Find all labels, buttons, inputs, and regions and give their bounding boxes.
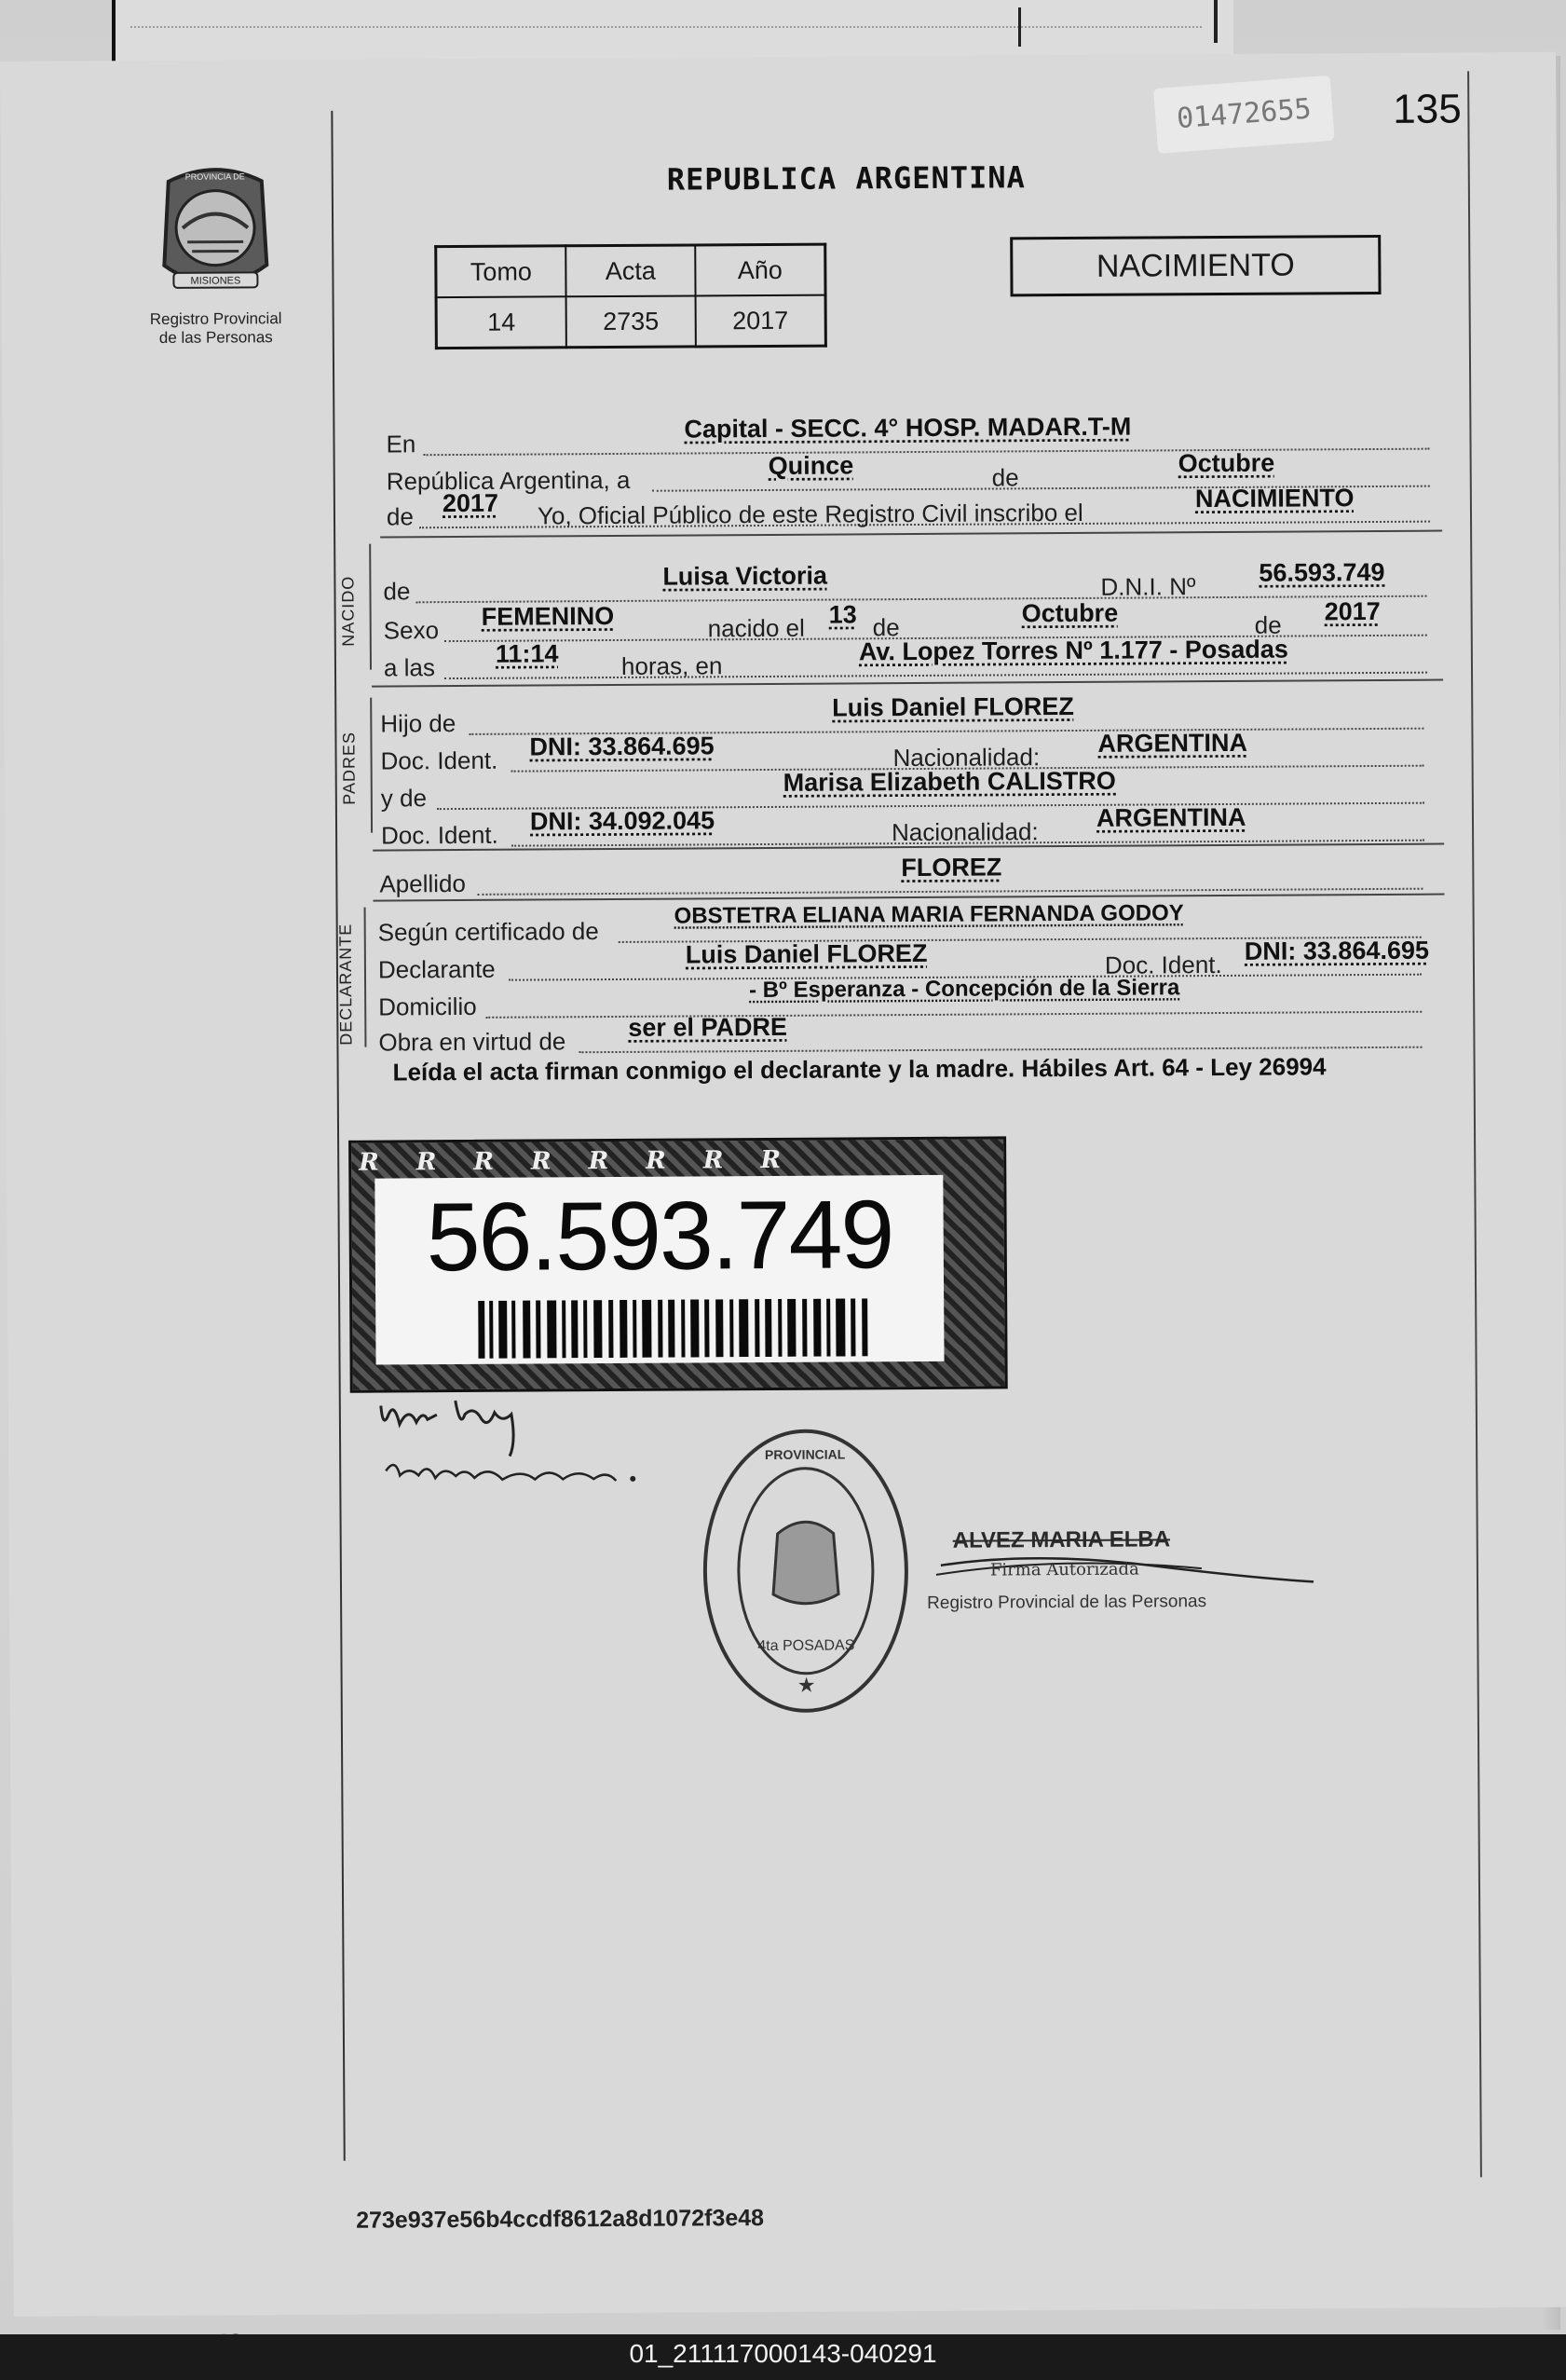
book-header-row	[436, 244, 825, 297]
right-margin-line	[1467, 71, 1482, 2177]
registry-seal-stamp	[698, 1421, 914, 1720]
domicilio-value: - Bº Esperanza - Concepción de la Sierra	[749, 975, 1180, 1004]
doc-ident-label: Doc. Ident.	[380, 820, 498, 850]
sexo-value: FEMENINO	[481, 601, 615, 631]
domicilio-label: Domicilio	[378, 992, 477, 1021]
tomo-value: 14	[436, 296, 566, 348]
en-label: En	[386, 430, 416, 458]
svg-text:4ta POSADAS: 4ta POSADAS	[757, 1637, 855, 1655]
de-label: de	[383, 577, 411, 606]
left-margin-line	[331, 111, 345, 2161]
de-label: de	[1254, 610, 1282, 639]
nacionalidad-label: Nacionalidad:	[892, 743, 1041, 773]
birth-time-value: 11:14	[495, 639, 559, 668]
row-time-place	[383, 635, 1437, 684]
year-value: 2017	[442, 488, 499, 518]
svg-text:★: ★	[797, 1673, 816, 1697]
acta-value: 2735	[566, 295, 696, 347]
svg-text:MISIONES: MISIONES	[190, 275, 241, 287]
declarante-section-label: DECLARANTE	[335, 923, 356, 1046]
officer-text: Yo, Oficial Público de este Registro Civil inscribo el	[537, 498, 1083, 530]
birth-month-value: Octubre	[1021, 598, 1119, 628]
certificado-value: OBSTETRA ELIANA MARIA FERNANDA GODOY	[674, 900, 1184, 929]
day-words-value: Quince	[768, 451, 854, 480]
birth-certificate-sheet	[0, 52, 1566, 2317]
month-value: Octubre	[1178, 448, 1275, 478]
doc-ident-label: Doc. Ident.	[380, 745, 498, 775]
document-type-box: NACIMIENTO	[1010, 235, 1381, 296]
sticker-dni-number: 56.593.749	[426, 1181, 893, 1293]
barcode-icon	[478, 1298, 869, 1359]
back-sheet-dotted-line	[130, 26, 1202, 28]
officer-title: Firma Autorizada	[989, 1559, 1139, 1580]
stamped-serial-number: 01472655	[1153, 75, 1335, 154]
birth-place-value: Av. Lopez Torres Nº 1.177 - Posadas	[858, 635, 1289, 666]
sticker-label	[374, 1175, 944, 1365]
handwritten-signatures	[372, 1385, 708, 1508]
svg-text:PROVINCIA DE: PROVINCIA DE	[184, 171, 245, 182]
document-hash: 273e937e56b4ccdf8612a8d1072f3e48	[356, 2205, 765, 2234]
provincial-crest-icon	[150, 162, 281, 303]
sexo-label: Sexo	[383, 616, 440, 645]
a-las-label: a las	[383, 653, 435, 682]
nacido-section-label: NACIDO	[338, 575, 358, 647]
doc-ident-label: Doc. Ident.	[1104, 951, 1222, 979]
de-label: de	[991, 463, 1019, 492]
certificado-label: Según certificado de	[377, 917, 599, 947]
father-name-value: Luis Daniel FLOREZ	[832, 691, 1074, 722]
sticker-r-marks: RRRRRRRR	[359, 1145, 819, 1177]
obra-label: Obra en virtud de	[378, 1027, 566, 1057]
birth-year-value: 2017	[1324, 596, 1381, 626]
republica-label: República Argentina, a	[386, 465, 631, 496]
book-reference-table	[434, 243, 827, 350]
dni-sticker	[348, 1136, 1008, 1392]
row-name	[383, 557, 1436, 608]
de-label: de	[386, 502, 415, 531]
nacionalidad-label: Nacionalidad:	[891, 817, 1039, 847]
father-doc-value: DNI: 33.864.695	[529, 732, 715, 761]
declarante-value: Luis Daniel FLOREZ	[685, 938, 928, 969]
row-surname	[379, 853, 1432, 900]
birth-day-value: 13	[828, 600, 857, 629]
crest-caption-line-2: de las Personas	[158, 328, 273, 347]
section-bar	[370, 698, 373, 833]
tomo-header: Tomo	[436, 246, 566, 297]
page-number: 135	[1393, 86, 1462, 132]
declarante-doc-value: DNI: 33.864.695	[1244, 936, 1430, 965]
crest-caption-line-1: Registro Provincial	[149, 309, 282, 329]
anio-header: Año	[695, 244, 825, 295]
officer-registry: Registro Provincial de las Personas	[927, 1592, 1207, 1613]
child-name-value: Luisa Victoria	[662, 561, 828, 591]
dni-label: D.N.I. Nº	[1100, 572, 1196, 601]
place-value: Capital - SECC. 4° HOSP. MADAR.T-M	[684, 412, 1132, 444]
section-bar	[364, 908, 367, 1047]
apellido-value: FLOREZ	[901, 853, 1002, 882]
anio-value: 2017	[696, 295, 826, 347]
padres-section-label: PADRES	[339, 731, 359, 805]
legal-statement: Leída el acta firman conmigo el declarante y la madre. Hábiles Art. 64 - Ley 26994	[392, 1052, 1327, 1087]
obra-value: ser el PADRE	[628, 1012, 788, 1042]
crest-caption	[123, 309, 309, 348]
row-place	[386, 412, 1438, 460]
back-sheet-mark	[1214, 0, 1218, 43]
book-value-row	[436, 295, 825, 349]
country-title: REPUBLICA ARGENTINA	[666, 159, 1026, 198]
declarante-label: Declarante	[377, 954, 496, 984]
horas-label: horas, en	[620, 651, 723, 680]
section-bar	[369, 544, 372, 670]
file-identifier: 01_211117000143-040291	[629, 2339, 937, 2368]
dotted-line	[444, 672, 1427, 679]
apellido-label: Apellido	[379, 869, 467, 898]
svg-text:PROVINCIAL: PROVINCIAL	[764, 1446, 846, 1463]
father-nationality-value: ARGENTINA	[1097, 728, 1248, 758]
de-label: de	[872, 613, 900, 642]
child-dni-value: 56.593.749	[1259, 557, 1385, 587]
mother-name-value: Marisa Elizabeth CALISTRO	[783, 766, 1116, 797]
back-sheet-mark	[1018, 7, 1021, 47]
officer-name: ALVEZ MARIA ELBA	[952, 1526, 1171, 1553]
mother-nationality-value: ARGENTINA	[1096, 802, 1246, 832]
nacido-el-label: nacido el	[707, 613, 805, 643]
row-officer	[386, 484, 1439, 533]
mother-doc-value: DNI: 34.092.045	[529, 806, 715, 836]
acta-header: Acta	[565, 245, 695, 296]
hijo-de-label: Hijo de	[380, 709, 456, 738]
event-value: NACIMIENTO	[1194, 484, 1355, 513]
y-de-label: y de	[380, 784, 428, 813]
